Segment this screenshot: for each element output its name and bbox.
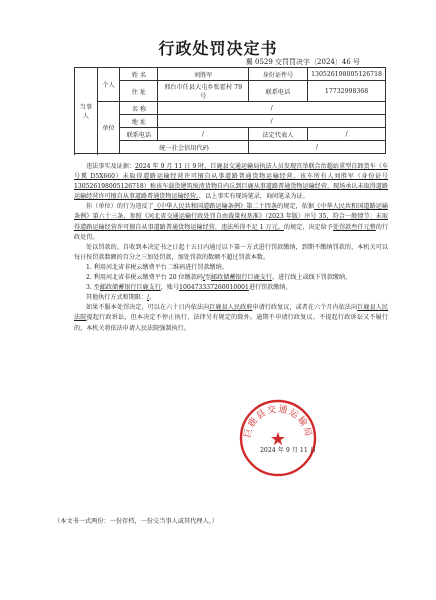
payment-method-1: 1. 利用河北省非税云缴费平台二维码进行罚款缴纳。: [86, 263, 228, 271]
document-number: 冀 0529 交罚罚决字〔2024〕46 号: [245, 58, 360, 66]
payment-paragraph: 处以罚款的，自收到本决定书之日起十五日内通过以下第一方式进行罚款缴纳，到期不缴纳罚款的，本机关可以每日按罚款数额的百分之三加处罚款，加处罚款的数额不超过罚款本数。: [74, 243, 388, 261]
unit-address-value: /: [158, 115, 386, 128]
payment-method-3: 3. 至邮政储蓄银行巨鹿支行，账号100473337260010001进行罚款缴纳。: [86, 284, 292, 292]
address-value: 邢台市任县大屯乡张霍村 79 号: [158, 81, 248, 102]
party-group-label: 当事人: [75, 68, 98, 154]
penalty-paragraph: 你（单位）的行为违反了《中华人民共和国道路运输条例》第二十四条的规定，依据《中华人民共和国道路运输条例》第六十三条、参照《河北省交通运输行政处罚自由裁量权基准》（2023 年版）序号 35，符合一般情节：未取得道路运输经营许可擅自从事道路普通货物运输经营，违法所得不足 1 万元。的规定，决定给予处罚款叁仟元整的行政处罚。: [74, 203, 389, 241]
unit-phone-label: 联系电话: [120, 128, 158, 141]
unit-label: 单位: [97, 102, 120, 154]
id-value: 130526198005126718: [308, 68, 386, 81]
address-label: 住 址: [120, 81, 158, 102]
phone-label: 联系电话: [248, 81, 307, 102]
appeal-paragraph: 如果不服本处罚决定，可以在六十日内依法向巨鹿县人民政府申请行政复议，或者在六个月内依法向巨鹿县人民法院提起行政诉讼，但本决定不停止执行，法律另有规定的除外。逾期不申请行政复议、不提起行政诉讼又不履行的，本机关将依法申请人民法院强制执行。: [74, 304, 389, 332]
credit-code-label: 统一社会信用代码: [120, 141, 248, 154]
individual-label: 个人: [97, 68, 120, 102]
document-footer-note: （本文书一式两份：一份存档，一份交当事人或其代理人。）: [54, 518, 218, 525]
payment-method-2: 2. 利用河北省非税云缴费平台 20 位缴款码/至邮政储蓄银行巨鹿支行，进行线上或线下罚款缴纳。: [86, 274, 352, 282]
document-body: [74, 162, 388, 334]
unit-name-value: /: [158, 102, 386, 115]
unit-name-label: 名 称: [120, 102, 158, 115]
name-label: 姓 名: [120, 68, 158, 81]
document-title: 行政处罚决定书: [158, 39, 278, 58]
name-value: 刘胜军: [158, 68, 248, 81]
party-info-table: [74, 67, 386, 154]
credit-code-value: /: [248, 141, 385, 154]
id-label: 身份证件号: [248, 68, 307, 81]
svg-text:★: ★: [269, 429, 287, 450]
official-seal: [238, 398, 318, 478]
facts-paragraph: 违法事实及证据：2024 年 9 月 11 日 9 时，巨鹿县交通运输局执法人员发现宫举联合治超站重型自卸货车（车号冀 D5X660）未取得道路运输经营许可擅自从事道路普通货物运输经营。该车所有人刘胜军（身份证号 130526198005126718）称该车载货建筑废渣货物自内丘到巨鹿从事道路普通货物运输经营，现场承认未取得道路运输经营许可擅自从事道路普通货物运输经营。，以上事实有现场笔录，询问笔录为证。: [74, 163, 388, 201]
sign-date: 2024 年 9 月 11 日: [260, 447, 316, 454]
legal-rep-value: /: [308, 128, 386, 141]
seal-text: 巨鹿县交通运输局: [242, 404, 314, 439]
phone-value: 17732998368: [308, 81, 386, 102]
unit-phone-value: /: [158, 128, 248, 141]
other-execution: 其他执行方式和期限：/。: [86, 294, 156, 302]
unit-address-label: 地 址: [120, 115, 158, 128]
legal-rep-label: 法定代表人: [248, 128, 307, 141]
